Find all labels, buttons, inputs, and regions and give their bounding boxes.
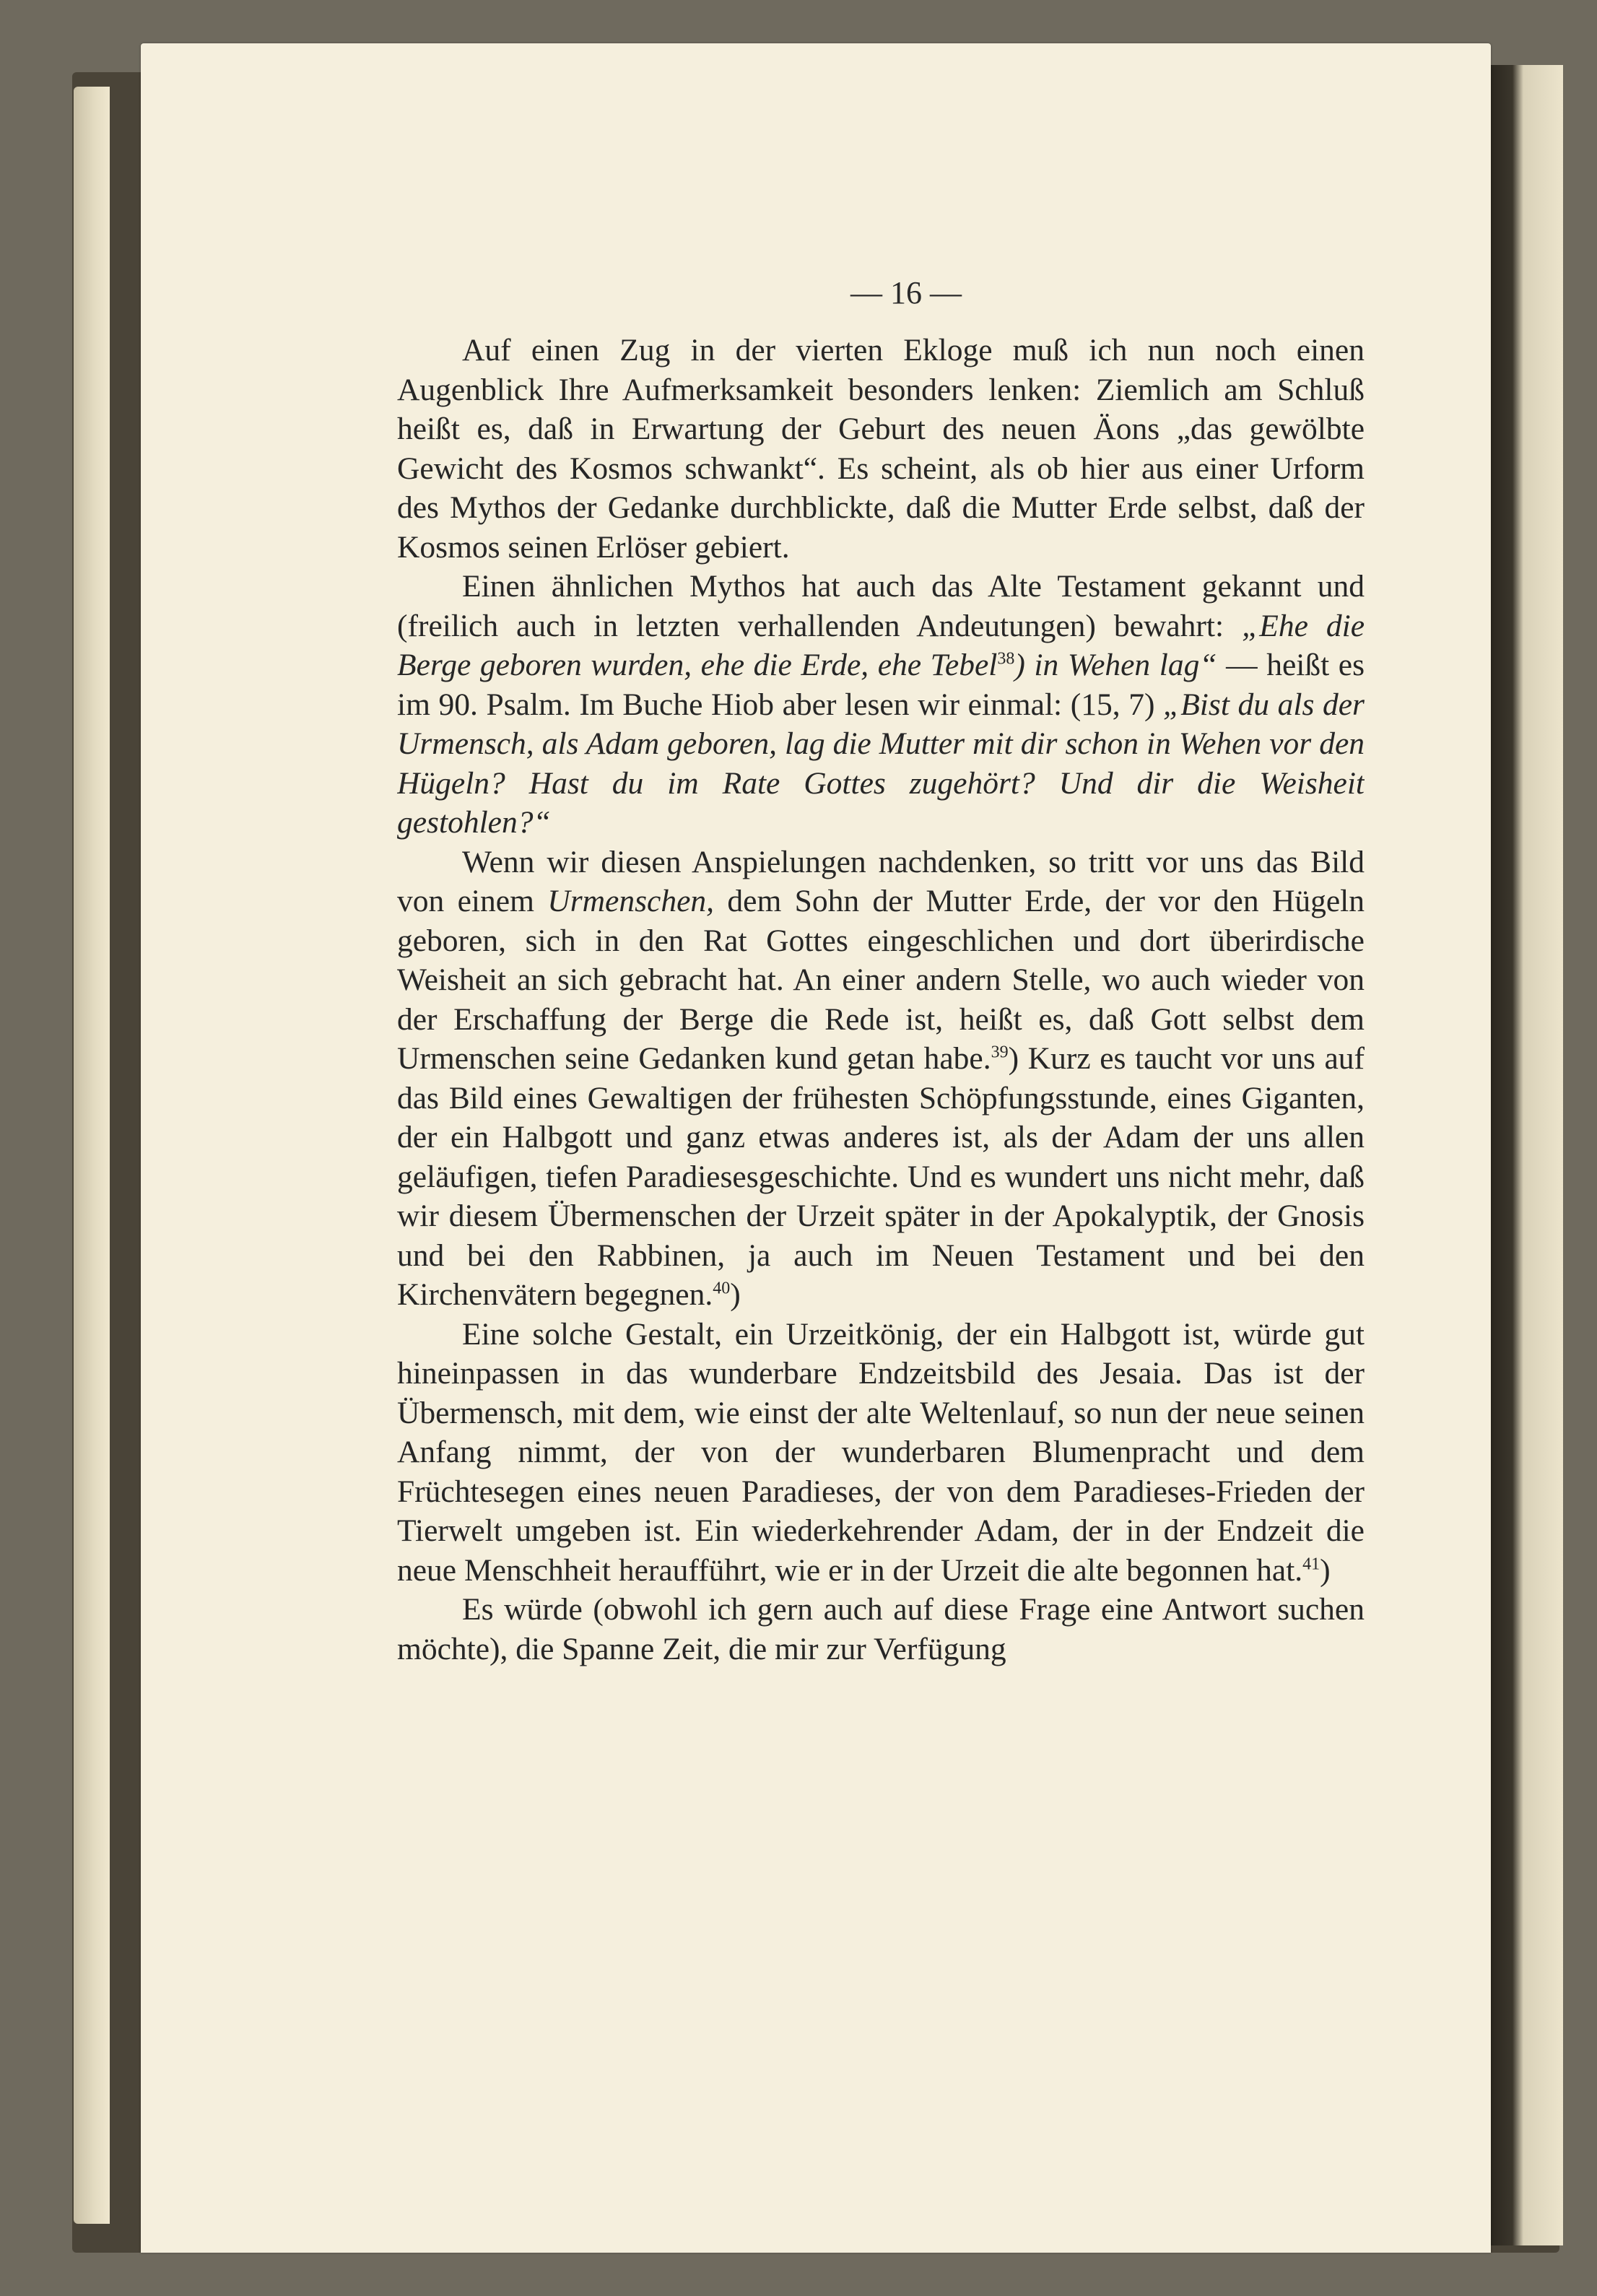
text-run: Es würde (obwohl ich gern auch auf diese Frage eine Antwort suchen möchte), die Spanne Zeit, die mir zur Verfügung: [397, 1592, 1365, 1666]
left-page-edges: [74, 87, 110, 2224]
paragraph: [397, 1590, 1365, 1669]
text-run: Einen ähnlichen Mythos hat auch das Alte Testament gekannt und (freilich auch in letzten verhallenden Andeutungen) bewahrt:: [397, 569, 1365, 643]
text-run: ): [1320, 1552, 1331, 1588]
paragraph: [397, 567, 1365, 843]
body-text: [397, 331, 1365, 1890]
text-run: Eine solche Gestalt, ein Urzeitkönig, der ein Halbgott ist, würde gut hineinpassen in das wunderbare Endzeitsbild des Jesaia. Das ist der Übermensch, mit dem, wie einst der alte Weltenlauf, so nun der neue seinen Anfang nimmt, der von der wunderbaren Blumenpracht und dem Früchtesegen eines neuen Paradieses, der von dem Paradieses-Frieden der Tierwelt umgeben ist. Ein wiederkehrender Adam, der in der Endzeit die neue Menschheit heraufführt, wie er in der Urzeit die alte begonnen hat.: [397, 1316, 1365, 1588]
text-run: ): [730, 1277, 741, 1312]
footnote-marker: 39: [991, 1043, 1009, 1062]
footnote-marker: 40: [713, 1279, 731, 1298]
italic-quote: ) in Wehen lag“: [1014, 648, 1217, 682]
text-run: Wenn wir diesen Anspielungen nachdenken, so tritt vor uns das Bild von einem: [397, 844, 1365, 918]
paragraph: [397, 331, 1365, 567]
italic-quote: „Ehe die Berge geboren wurden, ehe die Erde, ehe Tebel: [397, 608, 1365, 682]
text-run: — heißt es im 90. Psalm. Im Buche Hiob aber lesen wir einmal: (15, 7): [397, 648, 1365, 722]
page-number: — 16 —: [850, 275, 962, 310]
right-page-edges: [1491, 65, 1563, 2245]
footnote-marker: 38: [997, 649, 1015, 669]
paragraph: [397, 843, 1365, 1315]
text-run: Auf einen Zug in der vierten Ekloge muß ich nun noch einen Augenblick Ihre Aufmerksamkeit besonders lenken: Ziemlich am Schluß heißt es, daß in Erwartung der Geburt des neuen Äons „das gewölbte Gewicht des Kosmos schwankt“. Es scheint, als ob hier aus einer Urform des Mythos der Gedanke durchblickte, daß die Mutter Erde selbst, daß der Kosmos seinen Erlöser gebiert.: [397, 333, 1365, 565]
italic-quote: „Bist du als der Urmensch, als Adam geboren, lag die Mutter mit dir schon in Wehen vor den Hügeln? Hast du im Rate Gottes zugehört? Und dir die Weisheit gestohlen?“: [397, 687, 1365, 840]
footnote-marker: 41: [1302, 1554, 1320, 1573]
text-run: dem Sohn der Mutter Erde, der vor den Hügeln geboren, sich in den Rat Gottes eingeschlichen und dort überirdische Weisheit an sich gebracht hat. An einer andern Stelle, wo auch wieder von der Erschaffung der Berge die Rede ist, heißt es, daß Gott selbst dem Urmenschen seine Gedanken kund getan habe.: [397, 884, 1365, 1076]
italic-quote: Urmenschen,: [547, 884, 715, 918]
text-run: ) Kurz es taucht vor uns auf das Bild eines Gewaltigen der frühesten Schöpfungsstunde, eines Giganten, der ein Halbgott und ganz etwas anderes ist, als der Adam der uns allen geläufigen, tiefen Paradiesesgeschichte. Und es wundert uns nicht mehr, daß wir diesem Übermenschen der Urzeit später in der Apokalyptik, der Gnosis und bei den Rabbinen, ja auch im Neuen Testament und bei den Kirchenvätern begegnen.: [397, 1041, 1365, 1312]
paragraph: [397, 1315, 1365, 1591]
